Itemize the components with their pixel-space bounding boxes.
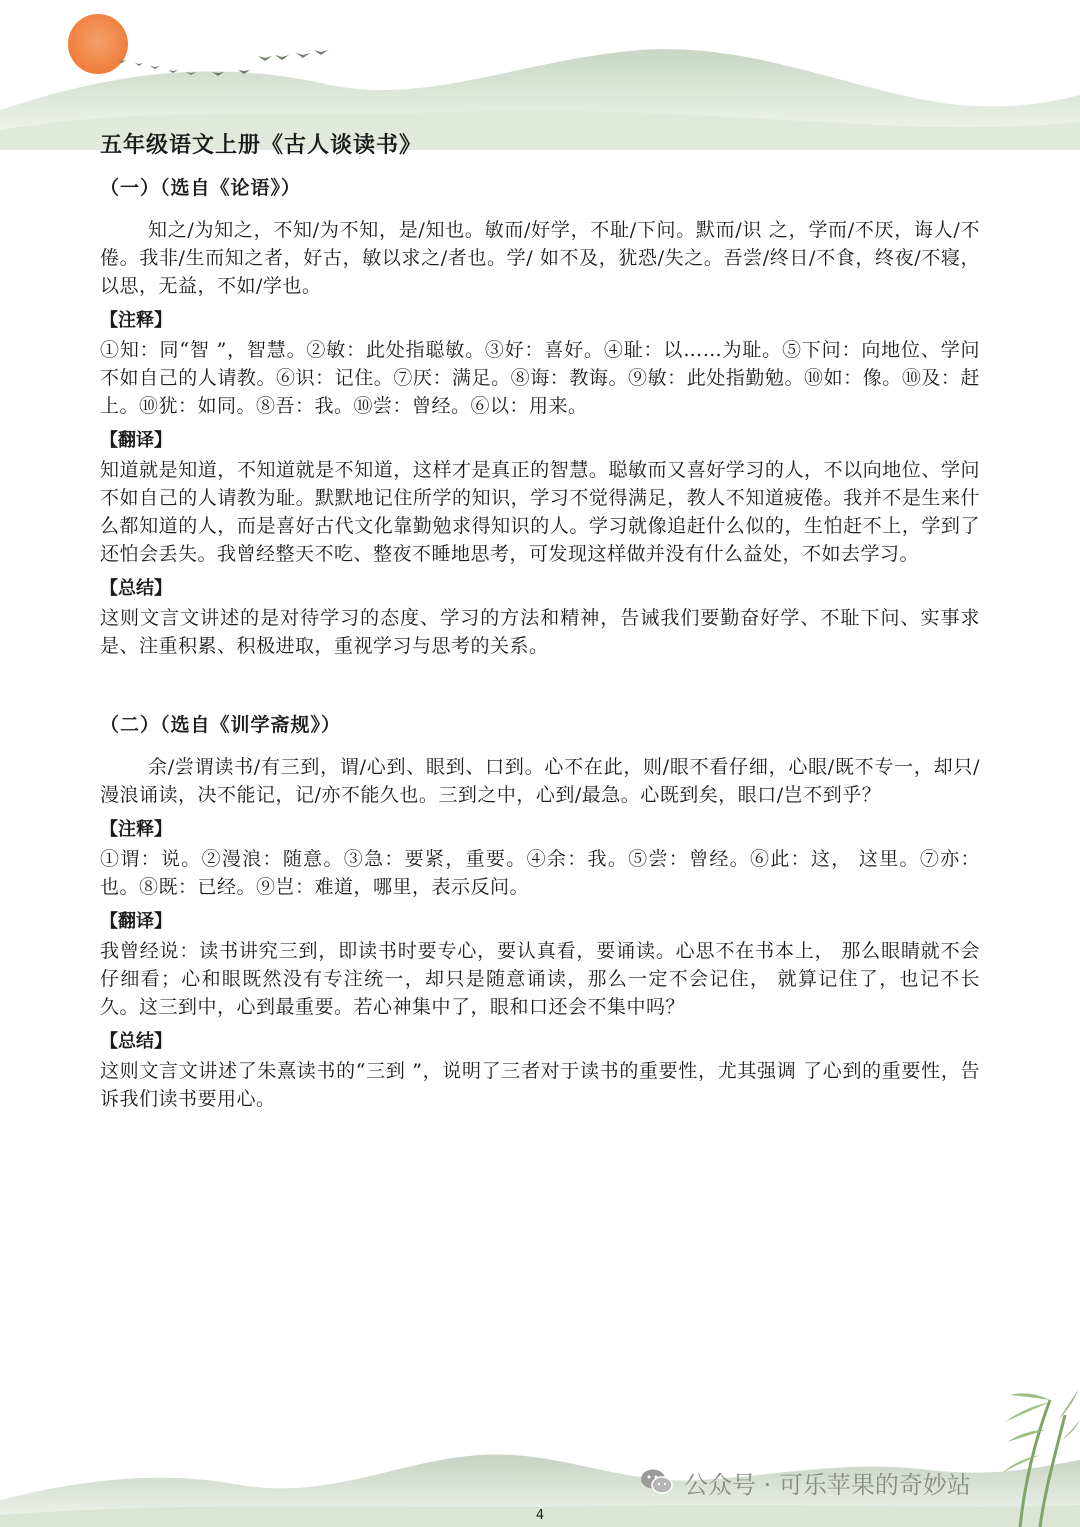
section-1 <box>100 173 980 660</box>
notes-label: 【注释】 <box>100 819 172 840</box>
translation-label: 【翻译】 <box>100 911 172 932</box>
notes-text: ①谓：说。②漫浪：随意。③急：要紧，重要。④余：我。⑤尝：曾经。⑥此：这， 这里。⑦亦：也。⑧既：已经。⑨岂：难道，哪里，表示反问。 <box>100 848 980 898</box>
translation-label: 【翻译】 <box>100 430 172 451</box>
wechat-icon <box>640 1468 674 1496</box>
wechat-watermark <box>640 1462 1060 1502</box>
translation-text: 我曾经说：读书讲究三到，即读书时要专心，要认真看，要诵读。心思不在书本上， 那么眼睛就不会仔细看；心和眼既然没有专注统一，却只是随意诵读，那么一定不会记住， 就算记住了，也记不长久。这三到中，心到最重要。若心神集中了，眼和口还会不集中吗？ <box>100 940 980 1018</box>
document-body <box>100 128 980 1113</box>
summary-label: 【总结】 <box>100 1031 172 1052</box>
bamboo-leaves-icon <box>1002 1390 1080 1473</box>
original-text: 知之/为知之，不知/为不知，是/知也。敏而/好学，不耻/下问。默而/识 之，学而/不厌，诲人/不倦。我非/生而知之者，好古，敏以求之/者也。学/ 如不及，犹恐/失之。吾尝/终日/不食，终夜/不寝，以思，无益，不如/学也。 <box>100 219 980 297</box>
notes-label: 【注释】 <box>100 310 172 331</box>
page-title: 五年级语文上册《古人谈读书》 <box>100 133 423 158</box>
section-heading: （二）（选自《训学斋规》） <box>100 714 342 736</box>
section-heading: （一）（选自《论语》） <box>100 177 302 199</box>
original-text: 余/尝谓读书/有三到，谓/心到、眼到、口到。心不在此，则/眼不看仔细，心眼/既不专一，却只/漫浪诵读，决不能记，记/亦不能久也。三到之中，心到/最急。心既到矣，眼口/岂不到乎？ <box>100 756 980 806</box>
sun-icon <box>68 14 128 74</box>
section-2 <box>100 710 980 1113</box>
watermark-text: 公众号 · 可乐苹果的奇妙站 <box>684 1470 971 1499</box>
notes-text: ①知：同“智 ”，智慧。②敏：此处指聪敏。③好：喜好。④耻：以……为耻。⑤下问：向地位、学问不如自己的人请教。⑥识：记住。⑦厌：满足。⑧诲：教诲。⑨敏：此处指勤勉。⑩如：像。⑩及：赶上。⑩犹：如同。⑧吾：我。⑩尝：曾经。⑥以：用来。 <box>100 339 980 417</box>
summary-text: 这则文言文讲述了朱熹读书的“三到 ”，说明了三者对于读书的重要性，尤其强调 了心到的重要性，告诉我们读书要用心。 <box>100 1060 980 1110</box>
summary-text: 这则文言文讲述的是对待学习的态度、学习的方法和精神，告诫我们要勤奋好学、不耻下问、实事求是、注重积累、积极进取，重视学习与思考的关系。 <box>100 607 980 657</box>
summary-label: 【总结】 <box>100 578 172 599</box>
translation-text: 知道就是知道，不知道就是不知道，这样才是真正的智慧。聪敏而又喜好学习的人，不以向地位、学问不如自己的人请教为耻。默默地记住所学的知识，学习不觉得满足，教人不知道疲倦。我并不是生来什么都知道的人，而是喜好古代文化靠勤勉求得知识的人。学习就像追赶什么似的，生怕赶不上，学到了还怕会丢失。我曾经整天不吃、整夜不睡地思考，可发现这样做并没有什么益处，不如去学习。 <box>100 459 980 565</box>
page-number: 4 <box>535 1508 545 1523</box>
